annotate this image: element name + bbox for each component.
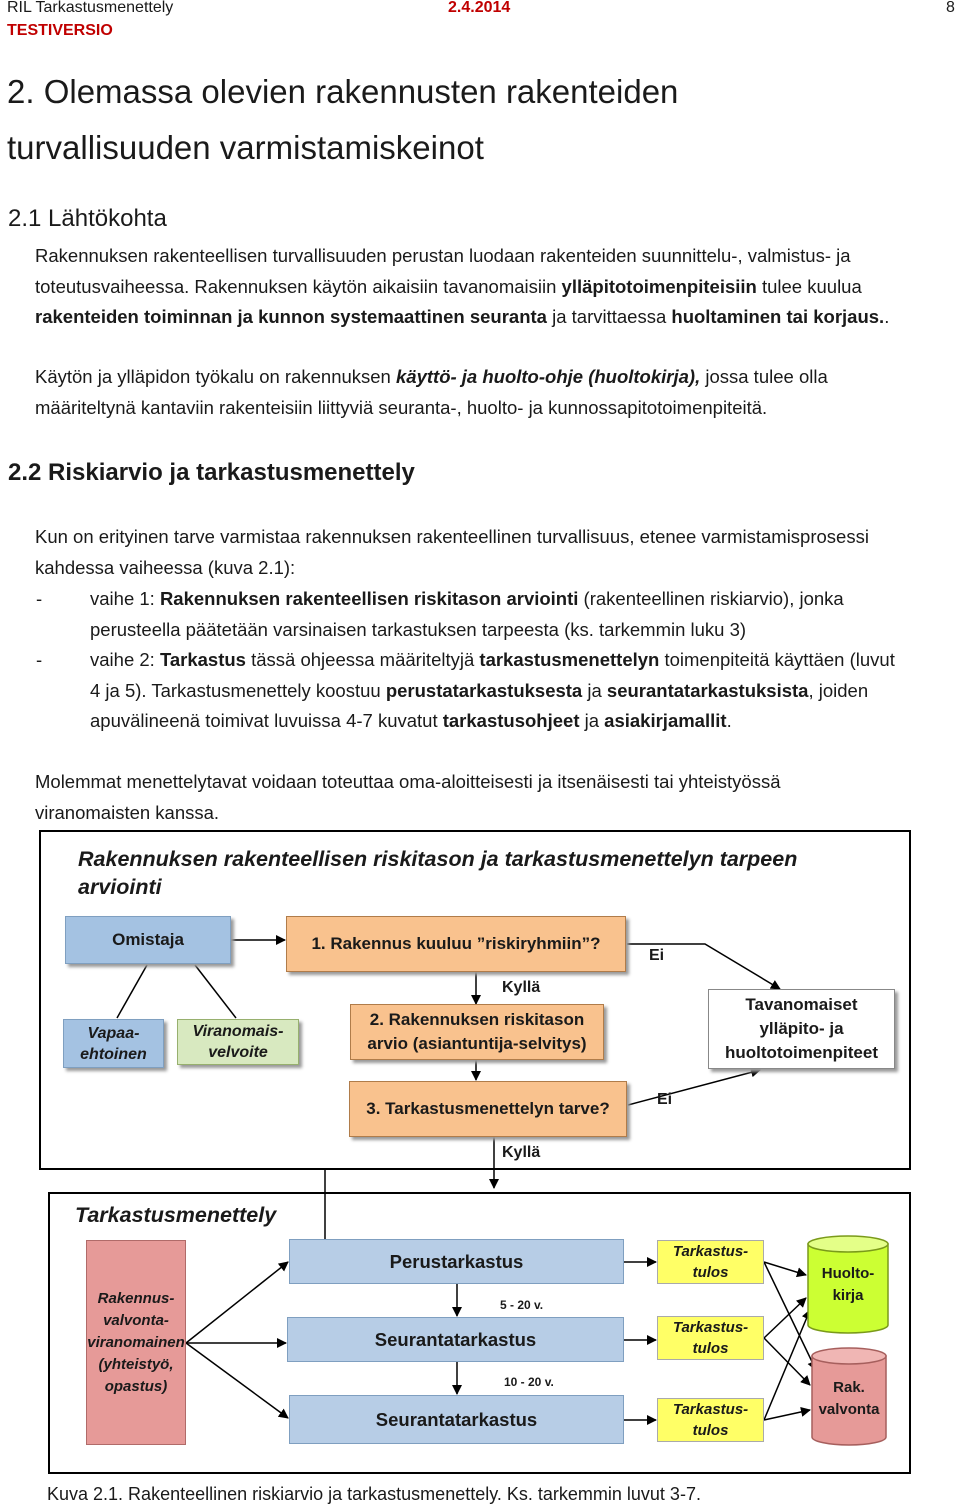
owner-box [65, 916, 231, 964]
result-3-l1: Tarkastus- [672, 1401, 749, 1418]
section-21-title: 2.1 Lähtökohta [8, 205, 167, 232]
mandatory-l2: velvoite [208, 1044, 268, 1061]
document-date: 2.4.2014 [448, 0, 511, 16]
text: tulee kuulua [756, 275, 862, 297]
step3-no-label: Ei [657, 1091, 673, 1108]
authority-box [86, 1240, 186, 1445]
maint-l1: Huolto- [821, 1265, 875, 1282]
italic-term: käyttö- ja huolto-ohje (huoltokirja), [396, 366, 701, 387]
voluntary-l1: Vapaa- [87, 1024, 140, 1042]
step3-box [349, 1081, 627, 1137]
step1-no-label: Ei [649, 947, 665, 964]
text: , joiden [808, 679, 869, 701]
bold-term: seurantatarkastuksista [606, 679, 809, 701]
owner-label: Omistaja [112, 930, 184, 949]
result-box-3 [657, 1398, 764, 1442]
authority-l1: Rakennus- [97, 1289, 175, 1307]
step3-label: 3. Tarkastusmenettelyn tarve? [366, 1099, 610, 1118]
bold-term: ylläpitotoimenpiteisiin [561, 275, 757, 297]
text: Käytön ja ylläpidon työkalu on rakennuksen [35, 366, 396, 387]
p21-line1: Rakennuksen rakenteellisen turvallisuuden perustan luodaan rakenteiden suunnittelu-, valmistus- ja [35, 245, 851, 266]
text: 4 ja 5). Tarkastusmenettely koostuu [90, 679, 386, 701]
text: . [726, 710, 732, 731]
diagram1-title-line2: arviointi [78, 875, 162, 899]
follow-up-1-label: Seurantatarkastus [374, 1328, 537, 1350]
follow-up-2-label: Seurantatarkastus [375, 1408, 538, 1430]
document-title: RIL Tarkastusmenettely [7, 0, 174, 16]
step2-box [350, 1004, 604, 1060]
text: toimenpiteitä käyttäen (luvut [659, 649, 895, 670]
arrow-result-rak2 [764, 1338, 810, 1385]
follow-up-inspection-1-box [287, 1317, 624, 1362]
bold-term: asiakirjamallit [604, 710, 727, 731]
normal-l2: ylläpito- ja [759, 1019, 844, 1038]
text: apuvälineenä toimivat luvuissa 4-7 kuvatut [90, 710, 443, 731]
voluntary-box [63, 1019, 164, 1068]
line-owner-mandatory [195, 965, 236, 1018]
mandatory-box [177, 1019, 299, 1065]
mandatory-l1: Viranomais- [192, 1023, 284, 1040]
step3-yes-label: Kyllä [502, 1144, 541, 1161]
interval-1-label: 5 - 20 v. [500, 1298, 544, 1312]
basic-inspection-label: Perustarkastus [389, 1250, 524, 1272]
bold-term: tarkastusohjeet [442, 710, 580, 731]
p22b-line1: Molemmat menettelytavat voidaan toteuttaa oma-aloitteisesti ja itsenäisesti tai yhteistyössä [35, 771, 781, 792]
text: ja tarvittaessa [546, 306, 672, 327]
step1-yes-label: Kyllä [502, 979, 541, 996]
diagram1-title [78, 845, 797, 901]
step2-l1: 2. Rakennuksen riskitason [369, 1010, 585, 1029]
follow-up-inspection-2-box [289, 1395, 624, 1444]
maintenance-book-label [808, 1263, 888, 1307]
p22-line2: kahdessa vaiheessa (kuva 2.1): [35, 556, 296, 578]
bullet-dash-2: - [36, 649, 43, 670]
arrow-result-maint3 [764, 1310, 810, 1420]
p21b-line2: määriteltynä kantaviin rakenteisiin liittyviä seuranta-, huolto- ja kunnossapitotoimenpiteitä. [35, 396, 768, 418]
normal-maintenance-box [708, 989, 895, 1069]
normal-l3: huoltotoimenpiteet [725, 1043, 878, 1062]
authority-l5: opastus) [104, 1377, 168, 1395]
figure-caption: Kuva 2.1. Rakenteellinen riskiarvio ja tarkastusmenettely. Ks. tarkemmin luvut 3-7. [47, 1484, 701, 1504]
bold-term: Rakennuksen rakenteellisen riskitason arviointi [159, 588, 579, 609]
basic-inspection-box [289, 1239, 624, 1284]
bold-term: huoltaminen tai korjaus. [671, 306, 885, 327]
bold-term: perustatarkastuksesta [385, 679, 583, 701]
result-2-l2: tulos [692, 1340, 729, 1357]
text: ja [579, 710, 605, 731]
voluntary-l2: ehtoinen [80, 1045, 147, 1063]
text: . [884, 306, 890, 327]
p22-line1: Kun on erityinen tarve varmistaa rakennuksen rakenteellinen turvallisuus, etenee varmistamisprosessi [35, 526, 869, 547]
authority-l3: viranomainen [87, 1333, 185, 1351]
version-label: TESTIVERSIO [7, 22, 113, 39]
diagram2-title: Tarkastusmenettely [75, 1203, 277, 1227]
result-box-1 [657, 1240, 764, 1284]
text: vaihe 2: [90, 649, 160, 670]
arrow-authority-basic [186, 1262, 288, 1343]
arrow-step3-normal [628, 1070, 760, 1105]
section-2-title-line2: turvallisuuden varmistamiskeinot [7, 129, 484, 166]
step2-l2: arvio (asiantuntija-selvitys) [367, 1034, 587, 1053]
building-control-label [812, 1377, 886, 1421]
result-box-2 [657, 1316, 764, 1360]
bold-term: Tarkastus [159, 649, 246, 670]
section-2-title-line1: 2. Olemassa olevien rakennusten rakenteiden [7, 73, 679, 110]
text: (rakenteellinen riskiarvio), jonka [578, 588, 844, 609]
bullet-1-line2: perusteella päätetään varsinaisen tarkastuksen tarpeesta (ks. tarkemmin luku 3) [90, 618, 747, 640]
text: tässä ohjeessa määriteltyjä [245, 649, 480, 670]
authority-l2: valvonta- [103, 1311, 169, 1329]
interval-2-label: 10 - 20 v. [504, 1375, 554, 1389]
arrow-authority-follow2 [186, 1343, 288, 1418]
p22b-line2: viranomaisten kanssa. [35, 801, 220, 823]
rak-l2: valvonta [818, 1401, 880, 1418]
bold-term: tarkastusmenettelyn [479, 649, 660, 670]
normal-l1: Tavanomaiset [745, 995, 858, 1014]
result-1-l1: Tarkastus- [672, 1243, 749, 1260]
line-owner-voluntary [117, 965, 147, 1018]
result-1-l2: tulos [692, 1264, 729, 1281]
page-number: 8 [946, 0, 955, 16]
bullet-dash-1: - [36, 588, 43, 609]
authority-l4: (yhteistyö, [98, 1355, 174, 1373]
maint-l2: kirja [832, 1287, 864, 1304]
diagram1-title-line1: Rakennuksen rakenteellisen riskitason ja tarkastusmenettelyn tarpeen [78, 847, 798, 871]
text: ja [582, 679, 607, 701]
text: toteutusvaiheessa. Rakennuksen käytön aikaisiin tavanomaisiin [35, 275, 562, 297]
result-2-l1: Tarkastus- [672, 1319, 749, 1336]
section-22-title: 2.2 Riskiarvio ja tarkastusmenettely [8, 459, 415, 486]
text: vaihe 1: [90, 588, 160, 609]
arrow-result-rak3 [764, 1410, 810, 1420]
text: jossa tulee olla [700, 366, 828, 387]
step1-label: 1. Rakennus kuuluu ”riskiryhmiin”? [311, 934, 601, 953]
bold-term: rakenteiden toiminnan ja kunnon systemaattinen seuranta [35, 306, 547, 327]
result-3-l2: tulos [692, 1422, 729, 1439]
arrow-result-maint1 [764, 1262, 806, 1275]
step1-box [286, 916, 626, 972]
rak-l1: Rak. [833, 1379, 865, 1396]
